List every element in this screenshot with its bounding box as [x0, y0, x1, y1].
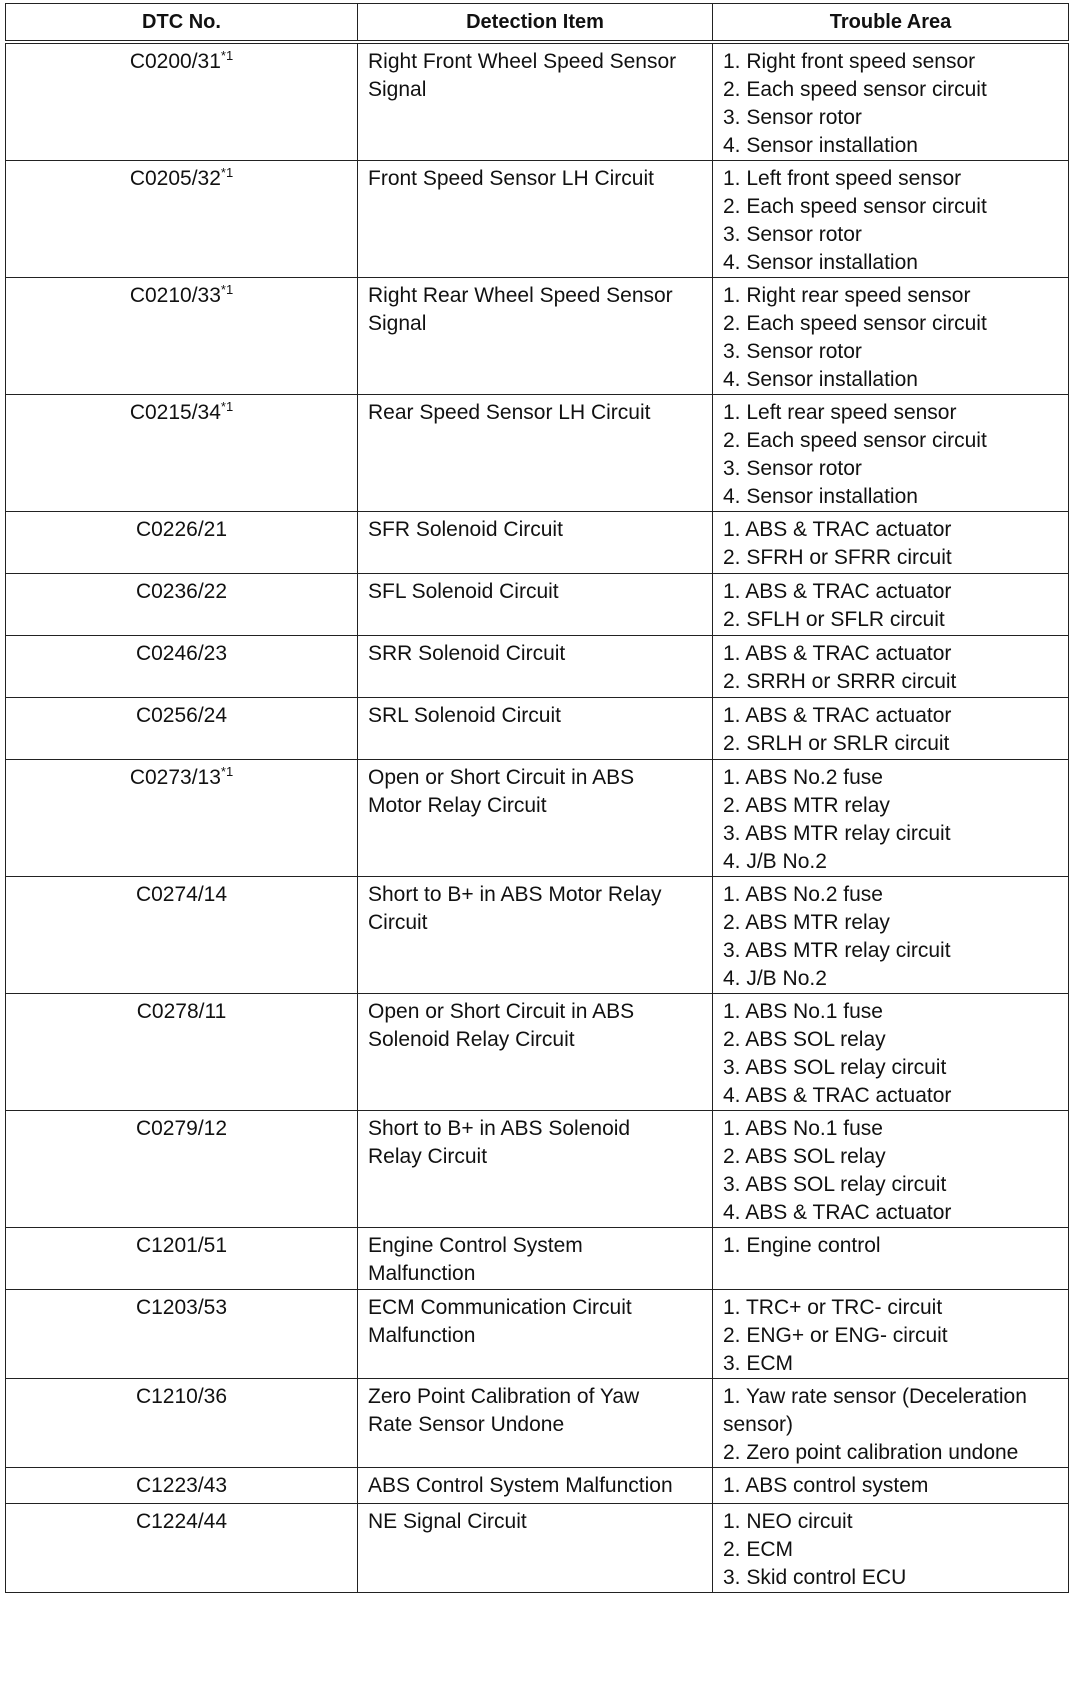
trouble-area-cell	[713, 1111, 1069, 1228]
detection-item-line: Signal	[368, 312, 427, 335]
dtc-code-cell	[6, 395, 358, 512]
detection-item-cell	[358, 574, 713, 636]
dtc-code: C0246/23	[135, 642, 228, 665]
trouble-area-line: 2. SFLH or SFLR circuit	[723, 608, 945, 631]
trouble-area-cell	[713, 278, 1069, 395]
trouble-area-line: 1. ABS & TRAC actuator	[723, 518, 952, 541]
detection-item-line: Motor Relay Circuit	[368, 794, 547, 817]
trouble-area-line: 3. ABS SOL relay circuit	[723, 1173, 947, 1196]
detection-item-line: NE Signal Circuit	[368, 1510, 527, 1533]
trouble-area-line: 1. ABS No.1 fuse	[723, 1000, 883, 1023]
trouble-area-cell	[713, 1468, 1069, 1504]
table-row	[6, 1504, 1069, 1593]
trouble-area-line: 3. ABS SOL relay circuit	[723, 1056, 947, 1079]
detection-item-line: SFR Solenoid Circuit	[368, 518, 563, 541]
trouble-area-cell	[713, 161, 1069, 278]
dtc-code-cell	[6, 877, 358, 994]
dtc-code-cell	[6, 698, 358, 760]
detection-item-line: Right Front Wheel Speed Sensor	[368, 50, 677, 73]
trouble-area-line: 2. Each speed sensor circuit	[723, 195, 987, 218]
dtc-code: C0273/13	[129, 766, 221, 789]
dtc-footnote-marker: *1	[220, 165, 234, 180]
detection-item-line: Malfunction	[368, 1262, 476, 1285]
detection-item-cell	[358, 760, 713, 877]
table-row	[6, 877, 1069, 994]
trouble-area-line: 3. Sensor rotor	[723, 223, 862, 246]
dtc-code: C1203/53	[135, 1296, 228, 1319]
detection-item-line: Right Rear Wheel Speed Sensor	[368, 284, 673, 307]
table-row	[6, 278, 1069, 395]
table-row	[6, 760, 1069, 877]
trouble-area-line: 4. Sensor installation	[723, 368, 918, 391]
detection-item-line: Circuit	[368, 911, 428, 934]
trouble-area-line: 1. ABS & TRAC actuator	[723, 642, 952, 665]
table-row	[6, 1468, 1069, 1504]
dtc-table	[5, 3, 1069, 1593]
detection-item-line: Engine Control System	[368, 1234, 583, 1257]
header-row	[6, 4, 1069, 43]
detection-item-line: Malfunction	[368, 1324, 476, 1347]
trouble-area-line: 4. Sensor installation	[723, 485, 918, 508]
trouble-area-line: 1. Left front speed sensor	[723, 167, 962, 190]
dtc-code-cell	[6, 1504, 358, 1593]
detection-item-cell	[358, 1111, 713, 1228]
trouble-area-cell	[713, 42, 1069, 161]
trouble-area-line: 2. ABS SOL relay	[723, 1145, 886, 1168]
dtc-code-cell	[6, 512, 358, 574]
dtc-code: C0236/22	[135, 580, 228, 603]
detection-item-line: SRR Solenoid Circuit	[368, 642, 566, 665]
dtc-code-cell	[6, 42, 358, 161]
trouble-area-cell	[713, 698, 1069, 760]
detection-item-line: Signal	[368, 78, 427, 101]
trouble-area-line: 3. ABS MTR relay circuit	[723, 939, 951, 962]
trouble-area-line: 3. ABS MTR relay circuit	[723, 822, 951, 845]
detection-item-cell	[358, 395, 713, 512]
trouble-area-cell	[713, 636, 1069, 698]
table-row	[6, 1111, 1069, 1228]
trouble-area-line: 2. ENG+ or ENG- circuit	[723, 1324, 948, 1347]
trouble-area-line: 1. ABS No.2 fuse	[723, 883, 883, 906]
trouble-area-line: 1. ABS & TRAC actuator	[723, 580, 952, 603]
trouble-area-line: 3. Sensor rotor	[723, 340, 862, 363]
dtc-code: C1210/36	[135, 1385, 228, 1408]
trouble-area-line: 4. Sensor installation	[723, 134, 918, 157]
trouble-area-line: 2. ABS SOL relay	[723, 1028, 886, 1051]
dtc-code-cell	[6, 1468, 358, 1504]
trouble-area-line: 1. ABS No.2 fuse	[723, 766, 883, 789]
trouble-area-line: 3. Sensor rotor	[723, 106, 862, 129]
trouble-area-cell	[713, 1290, 1069, 1379]
dtc-code: C0210/33	[129, 284, 221, 307]
trouble-area-line: 3. ECM	[723, 1352, 794, 1375]
trouble-area-line: 1. Right rear speed sensor	[723, 284, 971, 307]
trouble-area-line: 1. TRC+ or TRC- circuit	[723, 1296, 943, 1319]
detection-item-line: Relay Circuit	[368, 1145, 488, 1168]
trouble-area-cell	[713, 395, 1069, 512]
dtc-footnote-marker: *1	[220, 48, 234, 63]
detection-item-line: Rear Speed Sensor LH Circuit	[368, 401, 651, 424]
dtc-footnote-marker: *1	[220, 282, 234, 297]
detection-item-cell	[358, 994, 713, 1111]
trouble-area-line: 1. Left rear speed sensor	[723, 401, 957, 424]
dtc-footnote-marker: *1	[220, 764, 234, 779]
header-dtc-no: DTC No.	[6, 4, 358, 43]
table-row	[6, 161, 1069, 278]
trouble-area-line: 2. Zero point calibration undone	[723, 1441, 1019, 1464]
trouble-area-line: 2. SRLH or SRLR circuit	[723, 732, 950, 755]
detection-item-cell	[358, 877, 713, 994]
dtc-code: C0279/12	[135, 1117, 228, 1140]
trouble-area-line: 2. SRRH or SRRR circuit	[723, 670, 957, 693]
dtc-code: C1201/51	[135, 1234, 228, 1257]
dtc-code-cell	[6, 636, 358, 698]
dtc-code: C0274/14	[135, 883, 228, 906]
dtc-code-cell	[6, 760, 358, 877]
dtc-code-cell	[6, 1111, 358, 1228]
trouble-area-line: 1. ABS No.1 fuse	[723, 1117, 883, 1140]
detection-item-cell	[358, 1504, 713, 1593]
trouble-area-line: 4. J/B No.2	[723, 850, 827, 873]
trouble-area-line: 4. Sensor installation	[723, 251, 918, 274]
trouble-area-line: 2. ABS MTR relay	[723, 794, 890, 817]
trouble-area-cell	[713, 512, 1069, 574]
trouble-area-line: 1. Engine control	[723, 1234, 881, 1257]
detection-item-line: Zero Point Calibration of Yaw	[368, 1385, 640, 1408]
table-row	[6, 512, 1069, 574]
trouble-area-line: 2. Each speed sensor circuit	[723, 78, 987, 101]
dtc-code: C1224/44	[135, 1510, 228, 1533]
dtc-code: C0278/11	[136, 1000, 227, 1023]
trouble-area-line: 1. Yaw rate sensor (Deceleration	[723, 1385, 1027, 1408]
detection-item-line: Short to B+ in ABS Motor Relay	[368, 883, 662, 906]
detection-item-cell	[358, 698, 713, 760]
dtc-code-cell	[6, 278, 358, 395]
dtc-code-cell	[6, 1379, 358, 1468]
dtc-code-cell	[6, 1228, 358, 1290]
detection-item-line: Rate Sensor Undone	[368, 1413, 565, 1436]
dtc-code: C0215/34	[129, 401, 221, 424]
trouble-area-line: 1. NEO circuit	[723, 1510, 853, 1533]
trouble-area-cell	[713, 1504, 1069, 1593]
detection-item-cell	[358, 1468, 713, 1504]
detection-item-cell	[358, 512, 713, 574]
trouble-area-line: 1. Right front speed sensor	[723, 50, 976, 73]
detection-item-cell	[358, 1290, 713, 1379]
dtc-code-cell	[6, 574, 358, 636]
dtc-code-cell	[6, 1290, 358, 1379]
detection-item-cell	[358, 161, 713, 278]
detection-item-line: Front Speed Sensor LH Circuit	[368, 167, 654, 190]
trouble-area-line: 3. Sensor rotor	[723, 457, 862, 480]
table-row	[6, 574, 1069, 636]
trouble-area-cell	[713, 877, 1069, 994]
table-row	[6, 395, 1069, 512]
detection-item-line: ECM Communication Circuit	[368, 1296, 632, 1319]
trouble-area-line: 1. ABS control system	[723, 1474, 929, 1497]
trouble-area-cell	[713, 1379, 1069, 1468]
table-row	[6, 1290, 1069, 1379]
header-trouble-area: Trouble Area	[713, 4, 1069, 43]
trouble-area-cell	[713, 760, 1069, 877]
dtc-code: C0200/31	[129, 50, 221, 73]
trouble-area-line: 4. ABS & TRAC actuator	[723, 1084, 952, 1107]
detection-item-cell	[358, 278, 713, 395]
table-row	[6, 636, 1069, 698]
detection-item-line: ABS Control System Malfunction	[368, 1474, 673, 1497]
trouble-area-line: 4. J/B No.2	[723, 967, 827, 990]
header-detection-item: Detection Item	[358, 4, 713, 43]
trouble-area-line: sensor)	[723, 1413, 794, 1436]
detection-item-cell	[358, 636, 713, 698]
dtc-code: C0226/21	[135, 518, 228, 541]
trouble-area-line: 2. ABS MTR relay	[723, 911, 890, 934]
trouble-area-line: 2. ECM	[723, 1538, 794, 1561]
trouble-area-line: 4. ABS & TRAC actuator	[723, 1201, 952, 1224]
detection-item-line: Short to B+ in ABS Solenoid	[368, 1117, 631, 1140]
dtc-code: C1223/43	[135, 1474, 228, 1497]
trouble-area-cell	[713, 1228, 1069, 1290]
table-row	[6, 42, 1069, 161]
table-row	[6, 1228, 1069, 1290]
dtc-code: C0256/24	[135, 704, 228, 727]
trouble-area-line: 3. Skid control ECU	[723, 1566, 907, 1589]
dtc-code-cell	[6, 161, 358, 278]
detection-item-line: SFL Solenoid Circuit	[368, 580, 559, 603]
trouble-area-line: 2. Each speed sensor circuit	[723, 429, 987, 452]
trouble-area-line: 2. SFRH or SFRR circuit	[723, 546, 952, 569]
trouble-area-cell	[713, 994, 1069, 1111]
dtc-footnote-marker: *1	[220, 399, 234, 414]
trouble-area-cell	[713, 574, 1069, 636]
table-row	[6, 698, 1069, 760]
detection-item-line: Open or Short Circuit in ABS	[368, 766, 635, 789]
detection-item-cell	[358, 1379, 713, 1468]
table-row	[6, 1379, 1069, 1468]
trouble-area-line: 2. Each speed sensor circuit	[723, 312, 987, 335]
dtc-code-cell	[6, 994, 358, 1111]
detection-item-line: Solenoid Relay Circuit	[368, 1028, 575, 1051]
trouble-area-line: 1. ABS & TRAC actuator	[723, 704, 952, 727]
table-row	[6, 994, 1069, 1111]
dtc-code: C0205/32	[129, 167, 221, 190]
detection-item-line: Open or Short Circuit in ABS	[368, 1000, 635, 1023]
table-body	[6, 42, 1069, 1593]
detection-item-cell	[358, 1228, 713, 1290]
detection-item-cell	[358, 42, 713, 161]
detection-item-line: SRL Solenoid Circuit	[368, 704, 561, 727]
